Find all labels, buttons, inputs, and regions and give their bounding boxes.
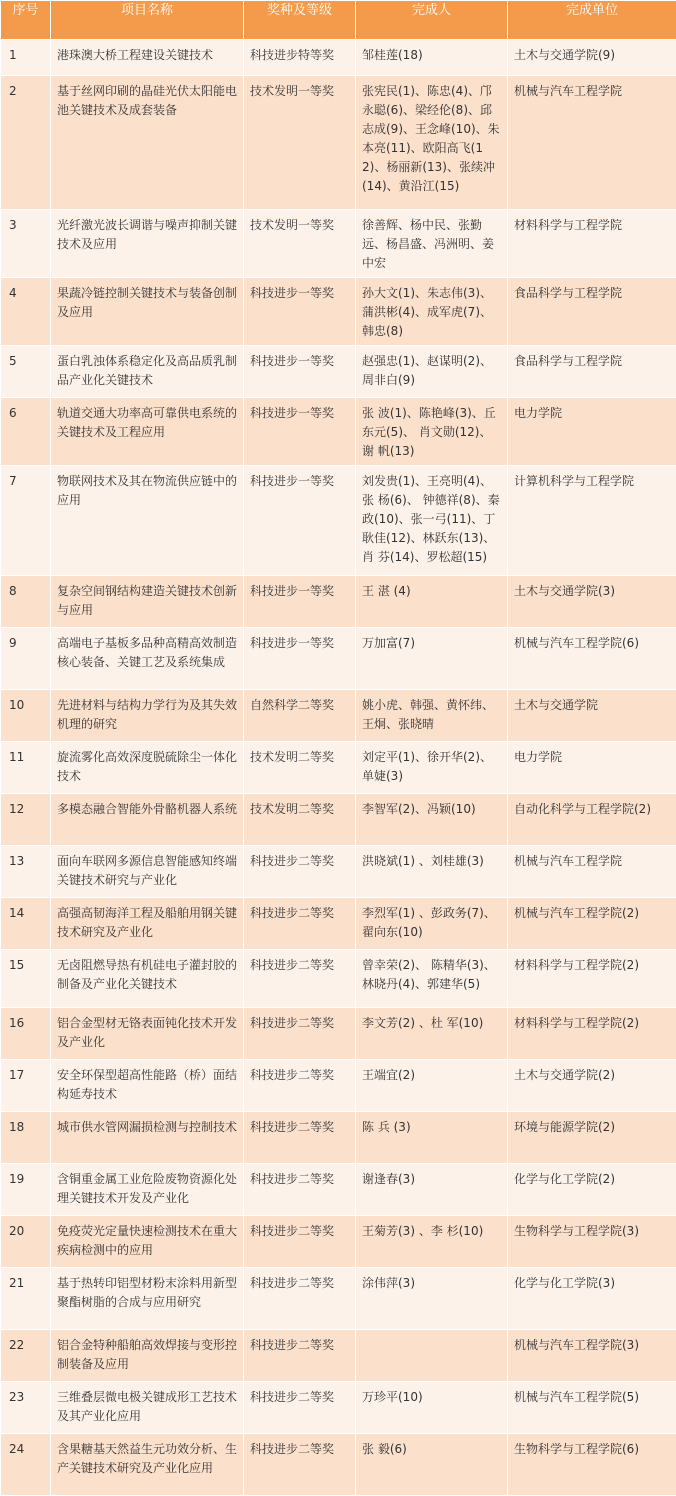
table-row [1, 1060, 676, 1112]
cell-unit: 材料科学与工程学院(2) [508, 1008, 676, 1060]
header-contributors: 完成人 [356, 1, 508, 40]
header-no: 序号 [1, 1, 51, 40]
cell-contributors: 赵强忠(1)、赵谋明(2)、周非白(9) [356, 346, 508, 398]
cell-award-level: 技术发明一等奖 [244, 76, 356, 210]
cell-contributors: 曾幸荣(2)、 陈精华(3)、林晓丹(4)、郭建华(5) [356, 950, 508, 1008]
cell-award-level: 科技进步二等奖 [244, 1330, 356, 1382]
cell-unit: 自动化科学与工程学院(2) [508, 794, 676, 846]
cell-award-level: 科技进步一等奖 [244, 278, 356, 346]
cell-no: 23 [1, 1382, 51, 1434]
table-row [1, 1164, 676, 1216]
cell-project-name: 光纤激光波长调谐与噪声抑制关键技术及应用 [51, 210, 244, 278]
cell-award-level: 科技进步一等奖 [244, 628, 356, 690]
cell-award-level: 科技进步二等奖 [244, 1008, 356, 1060]
cell-project-name: 铝合金型材无铬表面钝化技术开发及产业化 [51, 1008, 244, 1060]
cell-award-level: 科技进步二等奖 [244, 950, 356, 1008]
cell-contributors: 李智军(2)、冯颖(10) [356, 794, 508, 846]
cell-project-name: 安全环保型超高性能路（桥）面结构延寿技术 [51, 1060, 244, 1112]
cell-project-name: 物联网技术及其在物流供应链中的应用 [51, 466, 244, 576]
cell-unit: 土木与交通学院(3) [508, 576, 676, 628]
table-row [1, 576, 676, 628]
cell-no: 2 [1, 76, 51, 210]
cell-unit: 机械与汽车工程学院(3) [508, 1330, 676, 1382]
cell-contributors: 刘定平(1)、徐开华(2)、单婕(3) [356, 742, 508, 794]
cell-project-name: 高端电子基板多品种高精高效制造核心装备、关键工艺及系统集成 [51, 628, 244, 690]
cell-contributors: 王 湛 (4) [356, 576, 508, 628]
cell-unit: 化学与化工学院(2) [508, 1164, 676, 1216]
cell-contributors [356, 1330, 508, 1382]
cell-unit: 生物科学与工程学院(3) [508, 1216, 676, 1268]
header-award-level: 奖种及等级 [244, 1, 356, 40]
cell-award-level: 技术发明一等奖 [244, 210, 356, 278]
cell-no: 16 [1, 1008, 51, 1060]
cell-no: 15 [1, 950, 51, 1008]
cell-project-name: 铝合金特种船舶高效焊接与变形控制装备及应用 [51, 1330, 244, 1382]
cell-no: 7 [1, 466, 51, 576]
cell-project-name: 含铜重金属工业危险废物资源化处理关键技术开发及产业化 [51, 1164, 244, 1216]
cell-no: 18 [1, 1112, 51, 1164]
cell-unit: 土木与交通学院 [508, 690, 676, 742]
cell-project-name: 基于热转印铝型材粉末涂料用新型聚酯树脂的合成与应用研究 [51, 1268, 244, 1330]
table-row [1, 898, 676, 950]
cell-award-level: 科技进步一等奖 [244, 398, 356, 466]
cell-no: 13 [1, 846, 51, 898]
cell-award-level: 科技进步二等奖 [244, 1434, 356, 1496]
table-row [1, 628, 676, 690]
cell-no: 19 [1, 1164, 51, 1216]
table-row [1, 76, 676, 210]
cell-award-level: 科技进步特等奖 [244, 40, 356, 76]
cell-project-name: 含果糖基天然益生元功效分析、生产关键技术研究及产业化应用 [51, 1434, 244, 1496]
cell-contributors: 万珍平(10) [356, 1382, 508, 1434]
cell-unit: 材料科学与工程学院(2) [508, 950, 676, 1008]
header-project-name: 项目名称 [51, 1, 244, 40]
cell-no: 21 [1, 1268, 51, 1330]
cell-award-level: 科技进步二等奖 [244, 1382, 356, 1434]
cell-award-level: 自然科学二等奖 [244, 690, 356, 742]
cell-award-level: 科技进步二等奖 [244, 1216, 356, 1268]
cell-no: 17 [1, 1060, 51, 1112]
table-row [1, 466, 676, 576]
cell-project-name: 蛋白乳浊体系稳定化及高品质乳制品产业化关键技术 [51, 346, 244, 398]
table-row [1, 346, 676, 398]
cell-unit: 生物科学与工程学院(6) [508, 1434, 676, 1496]
table-row [1, 278, 676, 346]
table-row [1, 690, 676, 742]
cell-unit: 机械与汽车工程学院 [508, 846, 676, 898]
table-row [1, 210, 676, 278]
cell-no: 10 [1, 690, 51, 742]
cell-unit: 化学与化工学院(3) [508, 1268, 676, 1330]
cell-project-name: 轨道交通大功率高可靠供电系统的关键技术及工程应用 [51, 398, 244, 466]
table-body [1, 40, 676, 1496]
cell-unit: 机械与汽车工程学院(6) [508, 628, 676, 690]
cell-project-name: 果蔬冷链控制关键技术与装备创制及应用 [51, 278, 244, 346]
cell-unit: 土木与交通学院(9) [508, 40, 676, 76]
table-row [1, 1434, 676, 1496]
cell-no: 8 [1, 576, 51, 628]
cell-award-level: 科技进步二等奖 [244, 1164, 356, 1216]
cell-contributors: 邹桂莲(18) [356, 40, 508, 76]
cell-unit: 环境与能源学院(2) [508, 1112, 676, 1164]
cell-contributors: 李烈军(1) 、彭政务(7)、翟向东(10) [356, 898, 508, 950]
cell-no: 4 [1, 278, 51, 346]
cell-unit: 食品科学与工程学院 [508, 278, 676, 346]
cell-project-name: 复杂空间钢结构建造关键技术创新与应用 [51, 576, 244, 628]
cell-contributors: 陈 兵 (3) [356, 1112, 508, 1164]
cell-unit: 机械与汽车工程学院(2) [508, 898, 676, 950]
cell-no: 1 [1, 40, 51, 76]
cell-unit: 机械与汽车工程学院 [508, 76, 676, 210]
cell-contributors: 谢逢春(3) [356, 1164, 508, 1216]
cell-unit: 土木与交通学院(2) [508, 1060, 676, 1112]
table-row [1, 398, 676, 466]
table-row [1, 1008, 676, 1060]
cell-no: 12 [1, 794, 51, 846]
cell-no: 20 [1, 1216, 51, 1268]
cell-no: 6 [1, 398, 51, 466]
cell-unit: 机械与汽车工程学院(5) [508, 1382, 676, 1434]
cell-project-name: 免疫荧光定量快速检测技术在重大疾病检测中的应用 [51, 1216, 244, 1268]
cell-no: 22 [1, 1330, 51, 1382]
cell-contributors: 万加富(7) [356, 628, 508, 690]
cell-unit: 计算机科学与工程学院 [508, 466, 676, 576]
cell-project-name: 港珠澳大桥工程建设关键技术 [51, 40, 244, 76]
cell-contributors: 李文芳(2) 、杜 军(10) [356, 1008, 508, 1060]
cell-award-level: 科技进步二等奖 [244, 898, 356, 950]
cell-award-level: 科技进步一等奖 [244, 466, 356, 576]
table-row [1, 40, 676, 76]
cell-project-name: 面向车联网多源信息智能感知终端关键技术研究与产业化 [51, 846, 244, 898]
header-unit: 完成单位 [508, 1, 676, 40]
table-row [1, 794, 676, 846]
cell-contributors: 姚小虎、韩强、黄怀纬、王炯、张晓晴 [356, 690, 508, 742]
cell-contributors: 张 波(1)、陈艳峰(3)、丘东元(5)、 肖文勋(12)、 谢 帆(13) [356, 398, 508, 466]
cell-award-level: 技术发明二等奖 [244, 742, 356, 794]
cell-contributors: 涂伟萍(3) [356, 1268, 508, 1330]
cell-project-name: 旋流雾化高效深度脱硫除尘一体化技术 [51, 742, 244, 794]
cell-contributors: 孙大文(1)、朱志伟(3)、蒲洪彬(4)、成军虎(7)、韩忠(8) [356, 278, 508, 346]
table-row [1, 1112, 676, 1164]
cell-unit: 食品科学与工程学院 [508, 346, 676, 398]
table-row [1, 1216, 676, 1268]
cell-award-level: 科技进步二等奖 [244, 1060, 356, 1112]
table-row [1, 1330, 676, 1382]
table-row [1, 846, 676, 898]
cell-project-name: 城市供水管网漏损检测与控制技术 [51, 1112, 244, 1164]
cell-contributors: 王端宜(2) [356, 1060, 508, 1112]
table-row [1, 1268, 676, 1330]
cell-award-level: 科技进步二等奖 [244, 1112, 356, 1164]
cell-project-name: 基于丝网印刷的晶硅光伏太阳能电池关键技术及成套装备 [51, 76, 244, 210]
cell-award-level: 科技进步二等奖 [244, 1268, 356, 1330]
cell-contributors: 张宪民(1)、陈忠(4)、邝永聪(6)、梁经伦(8)、邱志成(9)、王念峰(10)、朱本亮(11)、欧阳高飞(12)、杨丽新(13)、张续冲(14)、黄沿江(15) [356, 76, 508, 210]
table-row [1, 950, 676, 1008]
cell-no: 14 [1, 898, 51, 950]
cell-contributors: 徐善辉、杨中民、张勤远、杨昌盛、冯洲明、姜中宏 [356, 210, 508, 278]
cell-no: 11 [1, 742, 51, 794]
cell-award-level: 科技进步一等奖 [244, 346, 356, 398]
cell-contributors: 刘发贵(1)、王亮明(4)、张 杨(6)、 钟德祥(8)、秦 政(10)、张一弓(11)、丁耿佳(12)、林跃东(13)、 肖 芬(14)、罗松超(15) [356, 466, 508, 576]
cell-project-name: 高强高韧海洋工程及船舶用钢关键技术研究及产业化 [51, 898, 244, 950]
cell-no: 5 [1, 346, 51, 398]
cell-contributors: 洪晓斌(1) 、刘桂雄(3) [356, 846, 508, 898]
cell-unit: 材料科学与工程学院 [508, 210, 676, 278]
cell-project-name: 三维叠层微电极关键成形工艺技术及其产业化应用 [51, 1382, 244, 1434]
cell-award-level: 科技进步一等奖 [244, 576, 356, 628]
cell-contributors: 张 毅(6) [356, 1434, 508, 1496]
cell-no: 9 [1, 628, 51, 690]
cell-unit: 电力学院 [508, 398, 676, 466]
cell-award-level: 科技进步二等奖 [244, 846, 356, 898]
table-row [1, 1382, 676, 1434]
cell-project-name: 无卤阻燃导热有机硅电子灌封胶的制备及产业化关键技术 [51, 950, 244, 1008]
table-header-row [1, 1, 676, 40]
cell-contributors: 王菊芳(3) 、李 杉(10) [356, 1216, 508, 1268]
cell-no: 24 [1, 1434, 51, 1496]
cell-project-name: 先进材料与结构力学行为及其失效机理的研究 [51, 690, 244, 742]
table-row [1, 742, 676, 794]
cell-award-level: 技术发明二等奖 [244, 794, 356, 846]
cell-no: 3 [1, 210, 51, 278]
cell-unit: 电力学院 [508, 742, 676, 794]
cell-project-name: 多模态融合智能外骨骼机器人系统 [51, 794, 244, 846]
